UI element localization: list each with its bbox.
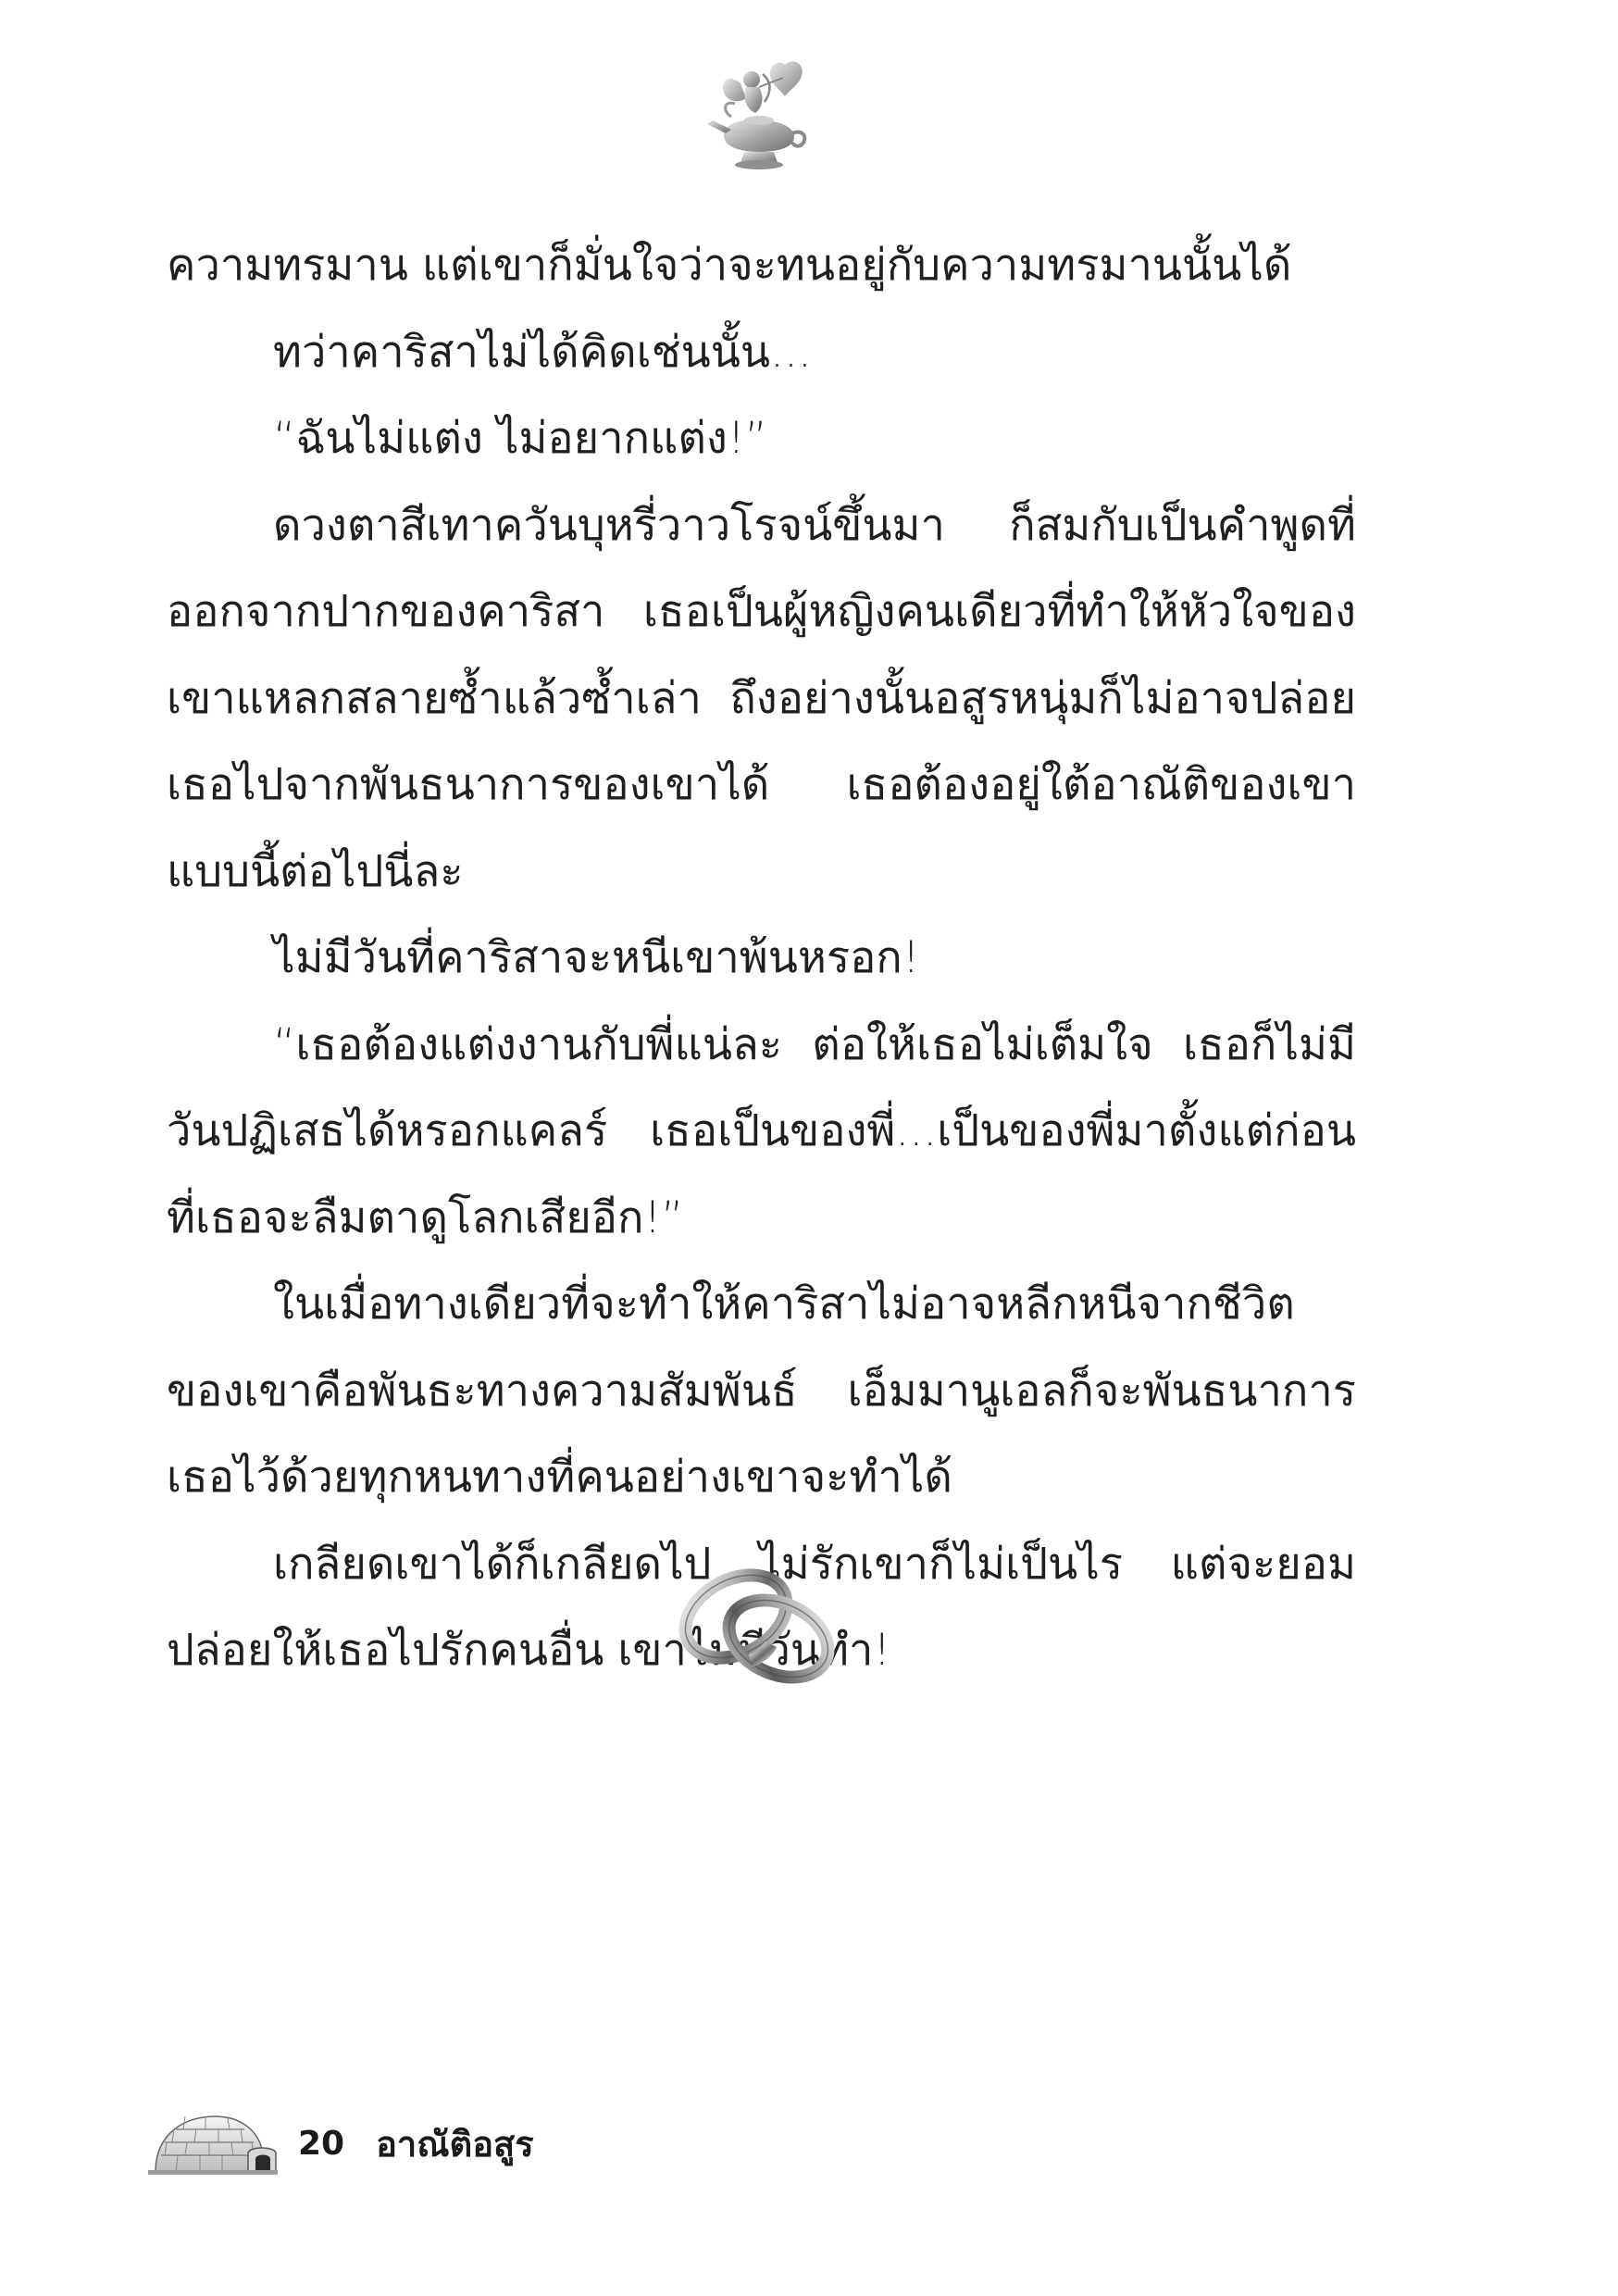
paragraph: “เธอต้องแต่งงานกับพี่แน่ละ ต่อให้เธอไม่เต็มใจ เธอก็ไม่มีวันปฏิเสธได้หรอกแคลร์ เธอเป็นของพี่...เป็นของพี่มาตั้งแต่ก่อนที่เธอจะลืมตาดูโลกเสียอีก!”: [167, 1018, 1356, 1243]
wedding-rings-icon: [671, 1565, 847, 1685]
paragraph: ไม่มีวันที่คาริสาจะหนีเขาพ้นหรอก!: [273, 932, 920, 983]
book-title: อาณัติอสูร: [376, 2123, 534, 2165]
paragraph: ในเมื่อทางเดียวที่จะทำให้คาริสาไม่อาจหลีกหนีจากชีวิตของเขาคือพันธะทางความสัมพันธ์ เอ็มมานูเอลก็จะพันธนาการเธอไว้ด้วยทุกหนทางที่คนอย่างเขาจะทำได้: [167, 1279, 1356, 1503]
cupid-teapot-ornament-icon: [703, 56, 815, 176]
paragraph: ดวงตาสีเทาควันบุหรี่วาวโรจน์ขึ้นมา ก็สมกับเป็นคำพูดที่ออกจากปากของคาริสา เธอเป็นผู้หญิงคนเดียวที่ทำให้หัวใจของเขาแหลกสลายซ้ำแล้วซ้ำเล่า ถึงอย่างนั้นอสูรหนุ่มก็ไม่อาจปล่อยเธอไปจากพันธนาการของเขาได้ เธอต้องอยู่ใต้อาณัติของเขาแบบนี้ต่อไปนี่ละ: [167, 499, 1356, 897]
paragraph: เกลียดเขาได้ก็เกลียดไป ไม่รักเขาก็ไม่เป็นไร แต่จะยอมปล่อยให้เธอไปรักคนอื่น เขาไม่มีวันทำ!: [167, 1538, 1356, 1676]
igloo-icon: [148, 2111, 278, 2176]
page-number: 20: [298, 2124, 345, 2163]
paragraph: “ฉันไม่แต่ง ไม่อยากแต่ง!”: [273, 413, 768, 464]
body-text: [167, 222, 1356, 1694]
page-footer: [148, 2106, 534, 2180]
paragraph: ทว่าคาริสาไม่ได้คิดเช่นนั้น...: [273, 326, 812, 378]
paragraph: ความทรมาน แต่เขาก็มั่นใจว่าจะทนอยู่กับความทรมานนั้นได้: [167, 240, 1292, 291]
